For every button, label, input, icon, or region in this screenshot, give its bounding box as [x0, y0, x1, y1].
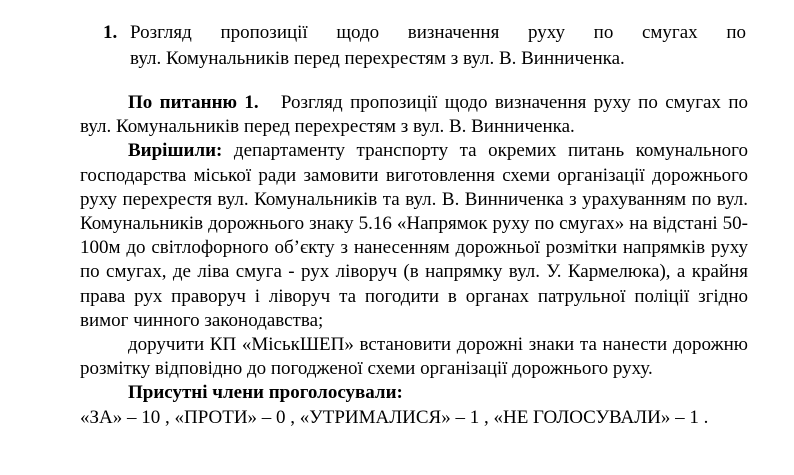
question-label: По питанню 1. [128, 92, 259, 113]
question-text: Розгляд пропозиції щодо визначення руху по смугах по вул. Комунальників перед перехрестям з вул. В. Винниченка. [80, 92, 748, 138]
agenda-item-text-line2: вул. Комунальників перед перехрестям з вул. В. Винниченка. [130, 48, 625, 69]
decision-paragraph [80, 139, 748, 333]
agenda-item-text-line1: Розгляд пропозиції щодо визначення руху по смугах по [130, 22, 746, 43]
voting-result: «ЗА» – 10 , «ПРОТИ» – 0 , «УТРИМАЛИСЯ» – 1 , «НЕ ГОЛОСУВАЛИ» – 1 . [80, 406, 709, 428]
minutes-body [80, 91, 748, 430]
decision-text-2: доручити КП «МіськШЕП» встановити дорожні знаки та нанести дорожню розмітку відповідно до погодженої схеми організації дорожнього руху. [80, 334, 748, 380]
decision-paragraph-2 [80, 333, 748, 381]
agenda-item-number: 1. [103, 22, 118, 43]
decision-label: Вирішили: [128, 140, 223, 162]
voting-heading: Присутні члени проголосували: [128, 382, 403, 404]
agenda-item [103, 20, 746, 72]
question-paragraph [80, 91, 748, 139]
decision-text-1: департаменту транспорту та окремих питань комунального господарства міської ради замовити виготовлення схеми організації дорожнього руху перехрестя вул. Комунальників та вул. В. Винниченка з урахуванням по вул. Комунальників дорожнього знаку 5.16 «Напрямок руху по смугах» на відстані 50-100м до світлофорного об’єкту з нанесенням дорожньої розмітки напрямків руху по смугах, де ліва смуга - рух ліворуч (в напрямку вул. У. Кармелюка), а крайня права рух праворуч і ліворуч та погодити в органах патрульної поліції згідно вимог чинного законодавства; [80, 140, 748, 331]
